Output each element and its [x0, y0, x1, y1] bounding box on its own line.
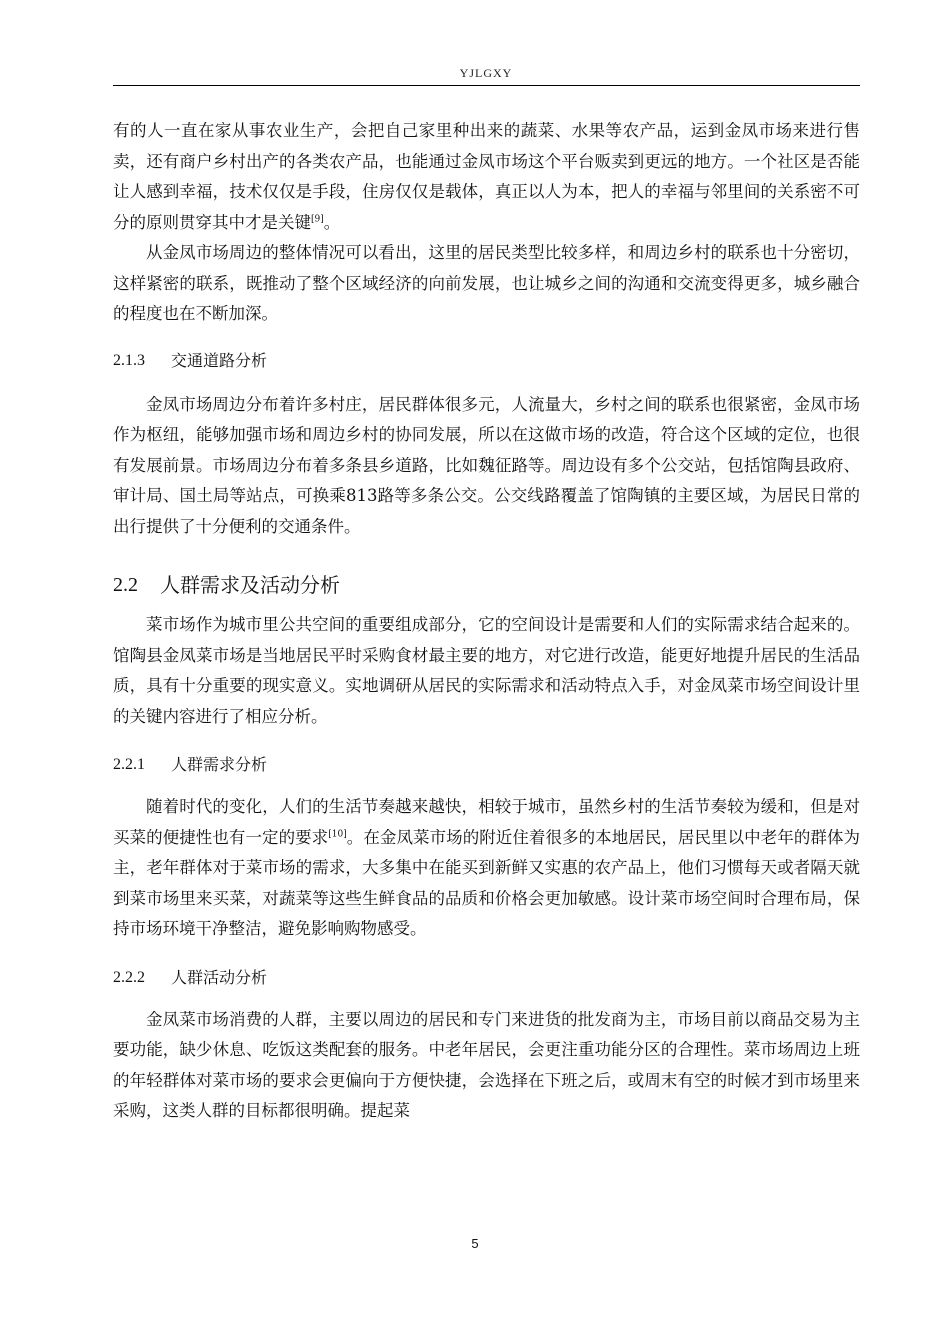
section-number: 2.2.2: [113, 968, 145, 986]
header-rule: [113, 85, 860, 86]
page-number: 5: [471, 1236, 479, 1251]
section-number: 2.1.3: [113, 351, 145, 369]
section-heading-2-2: [113, 572, 860, 598]
page-body: [113, 116, 860, 1127]
citation: [9]: [311, 214, 324, 224]
paragraph-activity: 金凤菜市场消费的人群，主要以周边的居民和专门来进货的批发商为主，市场目前以商品交易为主要功能，缺少休息、吃饭这类配套的服务。中老年居民，会更注重功能分区的合理性。菜市场周边上班的年轻群体对菜市场的要求会更偏向于方便快捷，会选择在下班之后，或周末有空的时候才到市场里来采购，这类人群的目标都很明确。提起菜: [113, 1009, 860, 1120]
paragraph-traffic: 金凤市场周边分布着许多村庄，居民群体很多元，人流量大，乡村之间的联系也很紧密，金凤市场作为枢纽，能够加强市场和周边乡村的协同发展，所以在这做市场的改造，符合这个区域的定位，也很有发展前景。市场周边分布着多条县乡道路，比如魏征路等。周边设有多个公交站，包括馆陶县政府、审计局、国土局等站点，可换乘813路等多条公交。公交线路覆盖了馆陶镇的主要区域，为居民日常的出行提供了十分便利的交通条件。: [113, 394, 860, 536]
paragraph-summary: 从金凤市场周边的整体情况可以看出，这里的居民类型比较多样，和周边乡村的联系也十分密切，这样紧密的联系，既推动了整个区域经济的向前发展，也让城乡之间的沟通和交流变得更多，城乡融合的程度也在不断加深。: [113, 243, 860, 323]
paragraph-continued: [113, 116, 860, 238]
section-title: 人群需求及活动分析: [160, 573, 340, 597]
running-header: YJLGXY: [459, 66, 513, 80]
paragraph-end: 。: [323, 212, 341, 232]
section-number: 2.2.1: [113, 756, 145, 773]
paragraph-intro: 菜市场作为城市里公共空间的重要组成部分，它的空间设计是需要和人们的实际需求结合起来的。馆陶县金凤菜市场是当地居民平时采购食材最主要的地方，对它进行改造，能更好地提升居民的生活品质，具有十分重要的现实意义。实地调研从居民的实际需求和活动特点入手，对金凤菜市场空间设计里的关键内容进行了相应分析。: [113, 615, 860, 726]
citation: [10]: [328, 829, 347, 839]
section-title: 交通道路分析: [171, 350, 268, 370]
paragraph-text: 有的人一直在家从事农业生产，会把自己家里种出来的蔬菜、水果等农产品，运到金凤市场来进行售卖，还有商户乡村出产的各类农产品，也能通过金凤市场这个平台贩卖到更远的地方。一个社区是否能让人感到幸福，技术仅仅是手段，住房仅仅是载体，真正以人为本，把人的幸福与邻里间的关系密不可分的原则贯穿其中才是关键: [113, 121, 860, 232]
section-heading-2-1-3: [113, 350, 860, 372]
section-title: 人群需求分析: [171, 755, 268, 774]
paragraph-text: 随着时代的变化，人们的生活节奏越来越快，相较于城市，虽然乡村的生活节奏较为缓和，但是对买菜的便捷性也有一定的要求: [113, 797, 860, 847]
section-number: 2.2: [113, 574, 138, 596]
section-heading-2-2-1: [113, 754, 860, 776]
paragraph-text-rest: 。在金凤菜市场的附近住着很多的本地居民，居民里以中老年的群体为主，老年群体对于菜市场的需求，大多集中在能买到新鲜又实惠的农产品上，他们习惯每天或者隔天就到菜市场里来买菜，对蔬菜等这些生鲜食品的品质和价格会更加敏感。设计菜市场空间时合理布局，保持市场环境干净整洁，避免影响购物感受。: [113, 827, 861, 938]
section-title: 人群活动分析: [171, 967, 268, 987]
section-heading-2-2-2: [113, 967, 860, 989]
paragraph-demand: [113, 792, 860, 945]
